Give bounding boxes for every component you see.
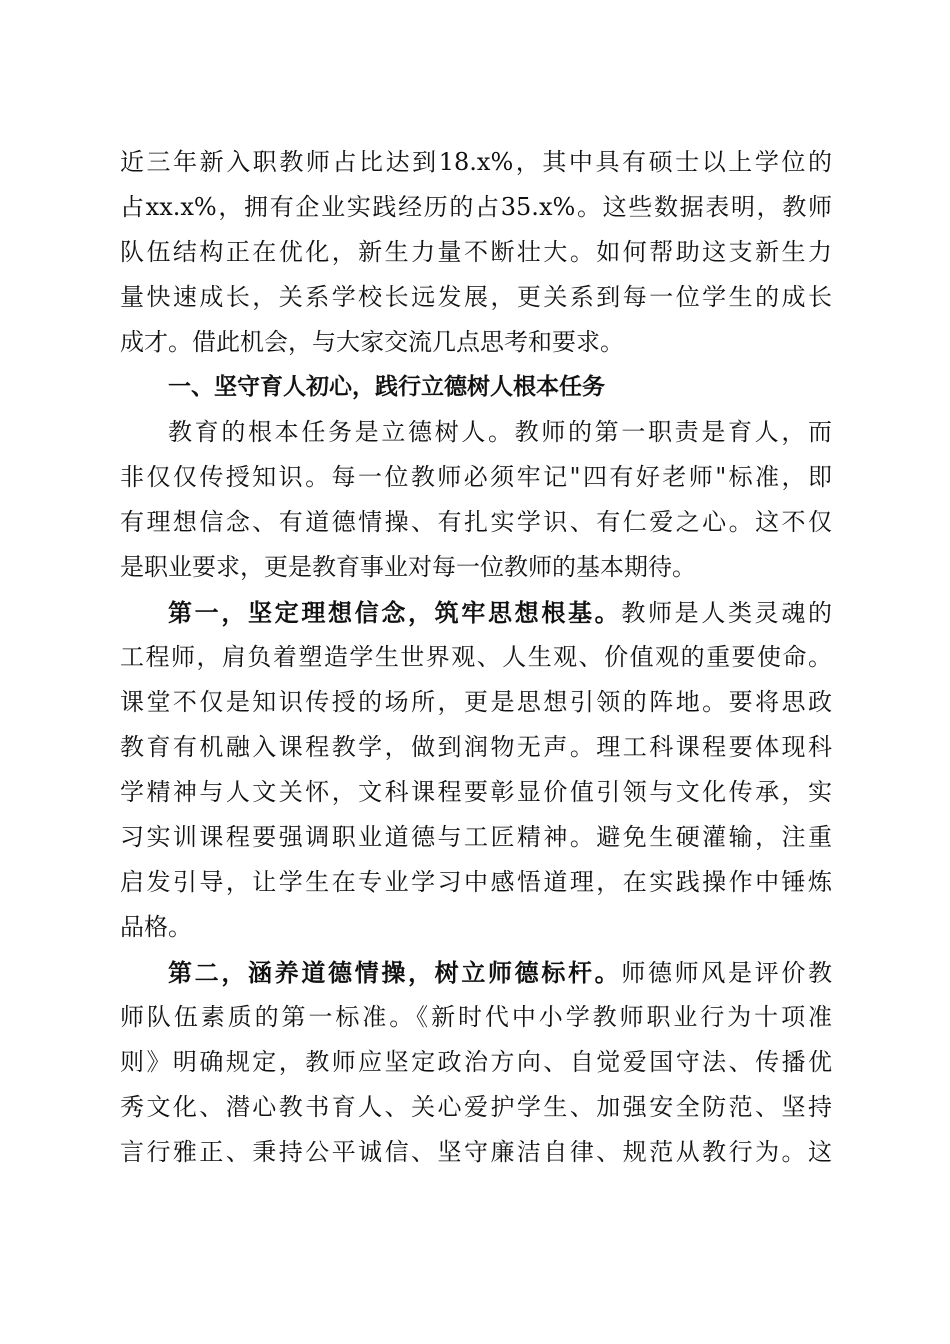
- point2-line: 秀文化、潜心教书育人、关心爱护学生、加强安全防范、坚持: [120, 1093, 832, 1121]
- intro-line: 量快速成长，关系学校长远发展，更关系到每一位学生的成长: [120, 283, 832, 311]
- point1-first-rest: 教师是人类灵魂的: [621, 599, 833, 627]
- point1-lead: 第一，坚定理想信念，筑牢思想根基。: [168, 598, 622, 627]
- point1-line: 习实训课程要强调职业道德与工匠精神。避免生硬灌输，注重: [120, 823, 832, 851]
- intro-line: 近三年新入职教师占比达到18.x%，其中具有硕士以上学位的: [120, 148, 832, 176]
- point1-line: 教育有机融入课程教学，做到润物无声。理工科课程要体现科: [120, 733, 832, 761]
- point2-first-line: [120, 950, 832, 995]
- point1-line: 课堂不仅是知识传授的场所，更是思想引领的阵地。要将思政: [120, 688, 832, 716]
- point1-first-line: [120, 590, 832, 635]
- point2-first-rest: 师德师风是评价教: [621, 959, 833, 987]
- point1-line: 启发引导，让学生在专业学习中感悟道理，在实践操作中锤炼: [120, 868, 832, 896]
- section1-line: 非仅仅传授知识。每一位教师必须牢记"四有好老师"标准，即: [120, 463, 832, 491]
- intro-line: 占xx.x%，拥有企业实践经历的占35.x%。这些数据表明，教师: [120, 193, 832, 221]
- point2-line: 则》明确规定，教师应坚定政治方向、自觉爱国守法、传播优: [120, 1048, 832, 1076]
- section1-line: 教育的根本任务是立德树人。教师的第一职责是育人，而: [168, 418, 832, 446]
- point2-line: 师队伍素质的第一标准。《新时代中小学教师职业行为十项准: [120, 1003, 832, 1031]
- intro-line: 成才。借此机会，与大家交流几点思考和要求。: [120, 328, 624, 356]
- document-body: [120, 140, 832, 1175]
- point1-line: 工程师，肩负着塑造学生世界观、人生观、价值观的重要使命。: [120, 643, 832, 671]
- point2-line: 言行雅正、秉持公平诚信、坚守廉洁自律、规范从教行为。这: [120, 1138, 832, 1166]
- point1-line: 品格。: [120, 913, 192, 941]
- section-heading: 一、坚守育人初心，践行立德树人根本任务: [168, 374, 605, 400]
- point1-line: 学精神与人文关怀，文科课程要彰显价值引领与文化传承，实: [120, 778, 832, 806]
- section1-line: 有理想信念、有道德情操、有扎实学识、有仁爱之心。这不仅: [120, 508, 832, 536]
- section1-line: 是职业要求，更是教育事业对每一位教师的基本期待。: [120, 553, 696, 581]
- point2-lead: 第二，涵养道德情操，树立师德标杆。: [168, 958, 622, 987]
- intro-line: 队伍结构正在优化，新生力量不断壮大。如何帮助这支新生力: [120, 238, 832, 266]
